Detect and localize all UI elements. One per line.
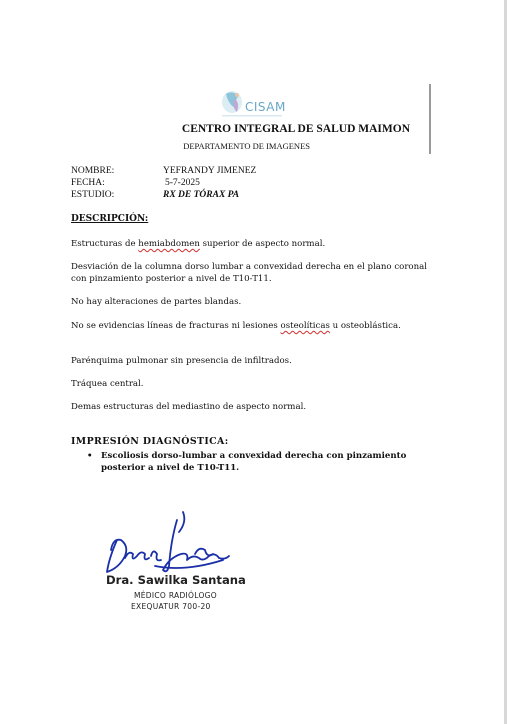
impression-title: IMPRESIÓN DIAGNÓSTICA: — [71, 436, 229, 447]
description-paragraph-4: No se evidencias líneas de fracturas ni lesiones osteolíticas u osteoblástica. — [71, 321, 401, 331]
department-name: DEPARTAMENTO DE IMAGENES — [183, 141, 310, 151]
study-row — [71, 190, 256, 202]
study-value: RX DE TÓRAX PA — [163, 190, 240, 200]
description-paragraph-5: Parénquima pulmonar sin presencia de infiltrados. — [71, 356, 292, 366]
impression-item: Escoliosis dorso-lumbar a convexidad derecha con pinzamiento posterior a nivel de T10-T11. — [101, 451, 407, 473]
doctor-exequatur: EXEQUATUR 700-20 — [131, 602, 211, 611]
description-paragraph-7: Demas estructuras del mediastino de aspecto normal. — [71, 402, 307, 412]
spellcheck-flag: osteolíticas — [280, 321, 330, 331]
bullet-icon: • — [87, 451, 93, 461]
description-paragraph-3: No hay alteraciones de partes blandas. — [71, 297, 242, 307]
impression-list — [89, 450, 439, 474]
description-paragraph-2: Desviación de la columna dorso lumbar a convexidad derecha en el plano coronal con pinzamiento posterior a nivel de T10-T11. — [71, 262, 428, 284]
patient-info — [71, 166, 256, 202]
date-value: 5-7-2025 — [165, 178, 200, 188]
description-paragraph-6: Tráquea central. — [71, 379, 144, 389]
logo-text: CISAM — [245, 100, 286, 114]
description-paragraph-1: Estructuras de hemiabdomen superior de aspecto normal. — [71, 239, 326, 249]
doctor-name: Dra. Sawilka Santana — [106, 573, 246, 587]
doctor-role: MÉDICO RADIÓLOGO — [134, 591, 217, 600]
center-name: CENTRO INTEGRAL DE SALUD MAIMON — [181, 123, 410, 135]
study-label: ESTUDIO: — [71, 190, 115, 200]
description-title: DESCRIPCIÓN: — [71, 214, 149, 224]
date-row — [71, 178, 256, 190]
name-value: YEFRANDY JIMENEZ — [163, 166, 257, 176]
vertical-rule — [429, 84, 431, 154]
spellcheck-flag: hemiabdomen — [138, 239, 200, 249]
name-label: NOMBRE: — [71, 166, 115, 176]
date-label: FECHA: — [71, 178, 105, 188]
name-row — [71, 166, 256, 178]
